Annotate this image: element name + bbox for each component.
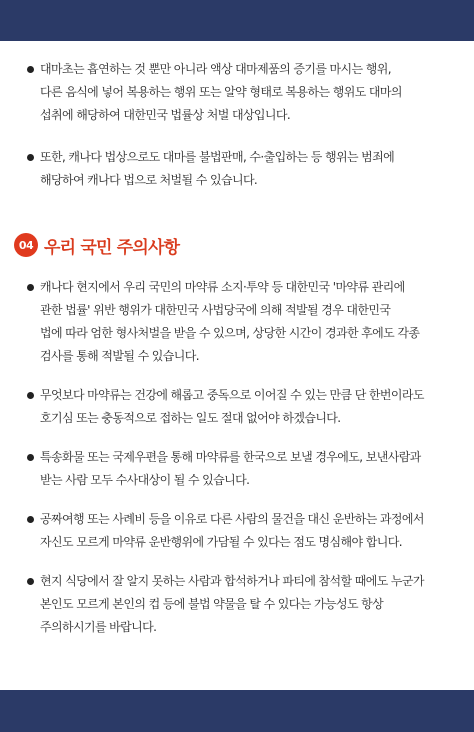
text-line: 섭취에 해당하여 대한민국 법률상 처벌 대상입니다. — [40, 108, 291, 122]
text-line: 무엇보다 마약류는 건강에 해롭고 중독으로 이어질 수 있는 만큼 단 한번이라도 — [40, 388, 424, 402]
text-line: 받는 사람 모두 수사대상이 될 수 있습니다. — [40, 473, 250, 487]
list-item-text — [40, 146, 464, 192]
bullet-icon — [27, 516, 34, 523]
section-number-badge: 04 — [14, 233, 38, 257]
text-line: 현지 식당에서 잘 알지 못하는 사람과 합석하거나 파티에 참석할 때에도 누군가 — [40, 574, 424, 588]
bullet-icon — [27, 454, 34, 461]
text-line: 검사를 통해 적발될 수 있습니다. — [40, 349, 199, 363]
list-item-text — [40, 570, 464, 639]
top-banner — [0, 0, 474, 41]
list-item-text — [40, 508, 464, 554]
text-line: 법에 따라 엄한 형사처벌을 받을 수 있으며, 상당한 시간이 경과한 후에도 각종 — [40, 326, 420, 340]
text-line: 호기심 또는 충동적으로 접하는 일도 절대 없어야 하겠습니다. — [40, 411, 341, 425]
bullet-icon — [27, 392, 34, 399]
section-title: 우리 국민 주의사항 — [44, 237, 180, 258]
list-item-text — [40, 384, 464, 430]
text-line: 다른 음식에 넣어 복용하는 행위 또는 알약 형태로 복용하는 행위도 대마의 — [40, 85, 402, 99]
text-line: 캐나다 현지에서 우리 국민의 마약류 소지·투약 등 대한민국 '마약류 관리에 — [40, 280, 405, 294]
bullet-icon — [27, 578, 34, 585]
text-line: 특송화물 또는 국제우편을 통해 마약류를 한국으로 보낼 경우에도, 보낸사람과 — [40, 450, 421, 464]
text-line: 대마초는 흡연하는 것 뿐만 아니라 액상 대마제품의 증기를 마시는 행위, — [40, 62, 391, 76]
text-line: 관한 법률' 위반 행위가 대한민국 사법당국에 의해 적발될 경우 대한민국 — [40, 303, 391, 317]
text-line: 주의하시기를 바랍니다. — [40, 620, 157, 634]
bullet-icon — [27, 154, 34, 161]
text-line: 자신도 모르게 마약류 운반행위에 가담될 수 있다는 점도 명심해야 합니다. — [40, 535, 402, 549]
section-heading — [14, 232, 179, 258]
list-item-text — [40, 446, 464, 492]
text-line: 해당하여 캐나다 법으로 처벌될 수 있습니다. — [40, 173, 258, 187]
text-line: 본인도 모르게 본인의 컵 등에 불법 약물을 탈 수 있다는 가능성도 항상 — [40, 597, 384, 611]
bullet-icon — [27, 66, 34, 73]
list-item-text — [40, 276, 464, 368]
bullet-icon — [27, 284, 34, 291]
bottom-banner — [0, 690, 474, 732]
text-line: 공짜여행 또는 사례비 등을 이유로 다른 사람의 물건을 대신 운반하는 과정에서 — [40, 512, 424, 526]
list-item-text — [40, 58, 464, 127]
text-line: 또한, 캐나다 법상으로도 대마를 불법판매, 수·출입하는 등 행위는 범죄에 — [40, 150, 395, 164]
